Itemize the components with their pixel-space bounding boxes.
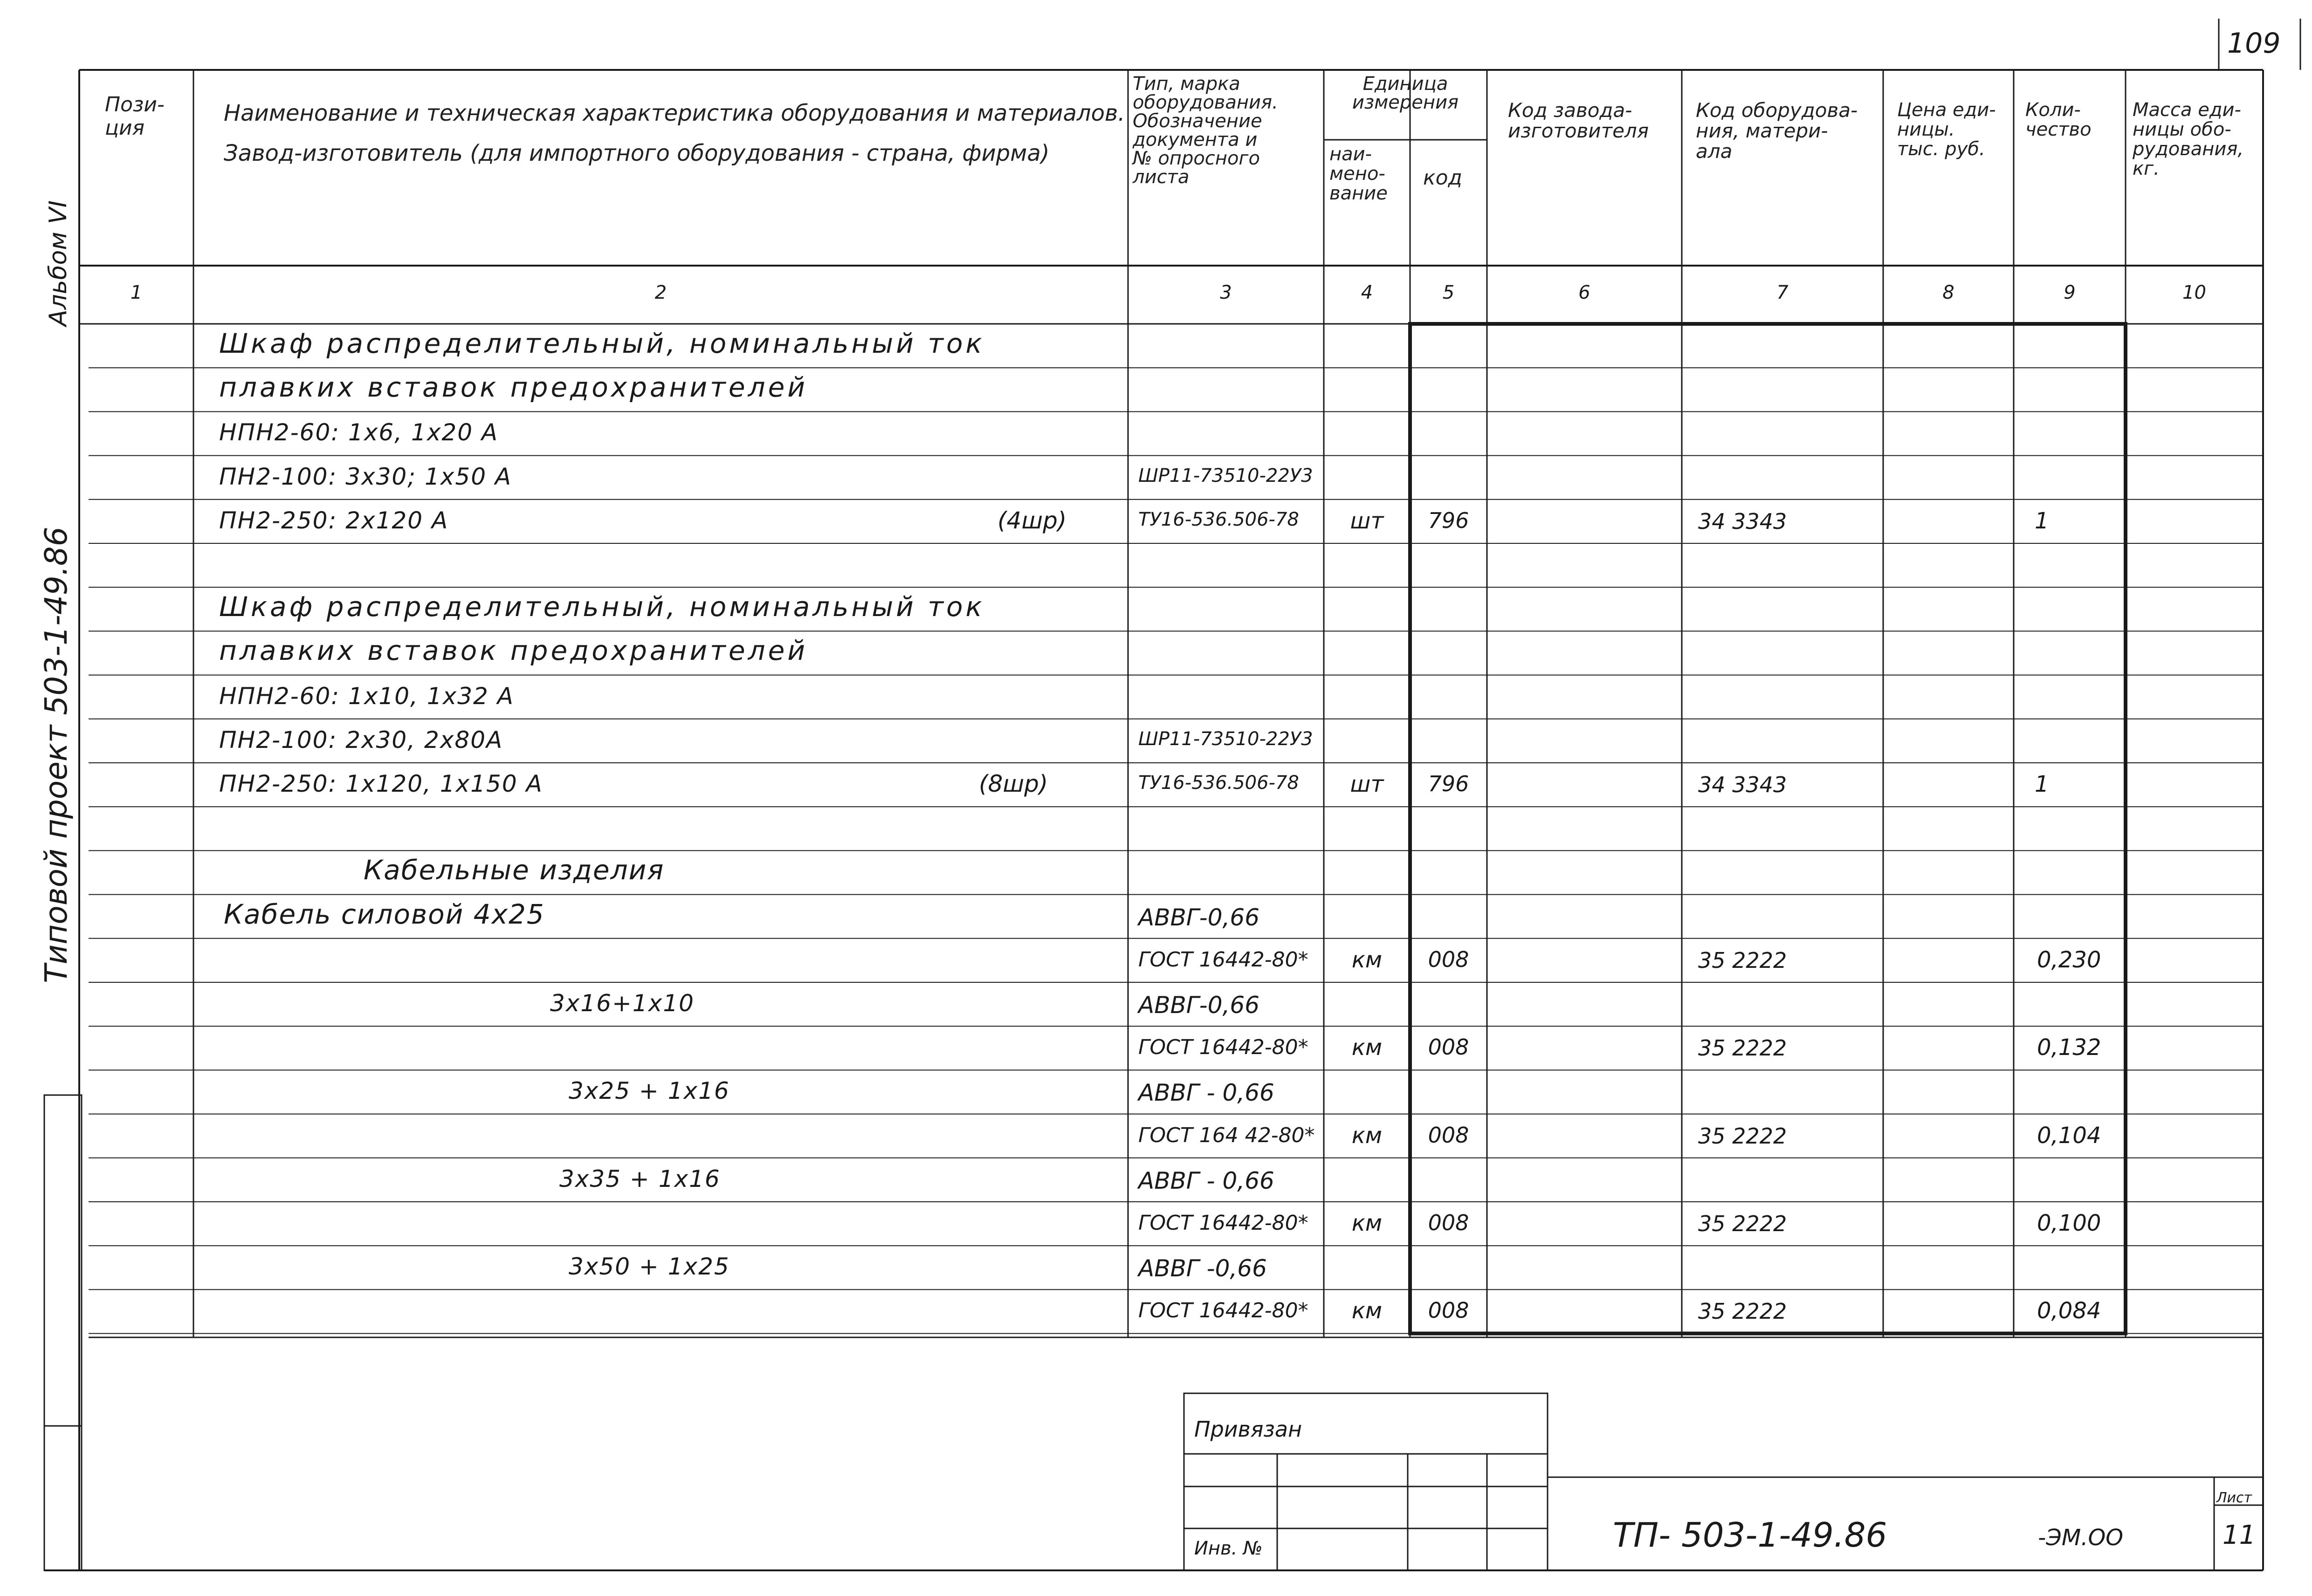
row-unit: км xyxy=(1351,946,1383,973)
column-number-4: 4 xyxy=(1361,282,1373,303)
row-note: (4шр) xyxy=(998,507,1067,534)
row-type: ГОСТ 16442-80* xyxy=(1138,1299,1308,1323)
header-name: Наименование и техническая характеристика оборудования и материалов. Завод-изготовитель (для импортного оборудования - страна, фирма) xyxy=(224,100,1125,166)
sheet-label: Лист xyxy=(2216,1490,2252,1506)
column-number-10: 10 xyxy=(2182,282,2206,303)
row-unit: шт xyxy=(1350,771,1384,797)
row-description: плавких вставок предохранителей xyxy=(219,635,808,667)
sheet-number: 109 xyxy=(2227,27,2281,60)
header-material-code: Код оборудова- ния, матери- ала xyxy=(1696,99,1858,163)
row-description: НПН2-60: 1х10, 1х32 А xyxy=(219,682,514,710)
column-number-2: 2 xyxy=(654,282,667,303)
header-unit-group: Единица измерения xyxy=(1352,73,1459,113)
row-description: ПН2-250: 2х120 А xyxy=(219,507,449,534)
album-label: Альбом VI xyxy=(44,200,72,326)
row-quantity: 0,230 xyxy=(2037,946,2101,973)
row-type: АВВГ - 0,66 xyxy=(1138,1167,1274,1194)
row-unit: шт xyxy=(1350,507,1384,534)
document-suffix: -ЭМ.ОО xyxy=(2038,1525,2124,1551)
row-type: ТУ16-536.506-78 xyxy=(1138,508,1299,530)
row-unit-code: 796 xyxy=(1428,771,1469,796)
row-quantity: 1 xyxy=(2035,507,2049,534)
header-unit-name: наи- мено- вание xyxy=(1329,144,1388,204)
document-code: ТП- 503-1-49.86 xyxy=(1613,1515,1887,1555)
row-unit: км xyxy=(1351,1034,1383,1061)
row-unit: км xyxy=(1351,1298,1383,1324)
header-plant-code: Код завода- изготовителя xyxy=(1508,99,1649,142)
row-material-code: 34 3343 xyxy=(1698,508,1787,534)
row-unit: км xyxy=(1351,1122,1383,1149)
row-type: ГОСТ 16442-80* xyxy=(1138,1211,1308,1235)
row-description: ПН2-100: 3х30; 1х50 А xyxy=(219,463,512,490)
row-unit-code: 008 xyxy=(1428,1210,1469,1235)
header-price: Цена еди- ницы. тыс. руб. xyxy=(1897,99,1996,160)
row-description: 3х50 + 1х25 xyxy=(569,1253,730,1281)
row-note: (8шр) xyxy=(979,770,1048,797)
row-quantity: 0,084 xyxy=(2037,1298,2101,1324)
row-description: 3х35 + 1х16 xyxy=(559,1165,721,1192)
row-quantity: 1 xyxy=(2035,771,2049,797)
row-description: Шкаф распределительный, номинальный ток xyxy=(219,328,985,359)
column-number-5: 5 xyxy=(1442,282,1455,303)
row-quantity: 0,104 xyxy=(2037,1122,2101,1149)
row-material-code: 35 2222 xyxy=(1698,1299,1787,1324)
column-number-8: 8 xyxy=(1942,282,1954,303)
row-material-code: 35 2222 xyxy=(1698,947,1787,973)
column-number-9: 9 xyxy=(2064,282,2076,303)
highlight-box xyxy=(1410,324,2126,1334)
inventory-label: Инв. № xyxy=(1194,1538,1263,1559)
header-mass: Масса еди- ницы обо- рудования, кг. xyxy=(2133,99,2244,179)
row-unit-code: 008 xyxy=(1428,1122,1469,1148)
row-type: ГОСТ 164 42-80* xyxy=(1138,1123,1315,1147)
row-type: ШР11-73510-22У3 xyxy=(1138,728,1313,750)
row-type: АВВГ-0,66 xyxy=(1138,992,1260,1019)
row-unit-code: 008 xyxy=(1428,1298,1469,1323)
row-material-code: 35 2222 xyxy=(1698,1035,1787,1061)
column-number-1: 1 xyxy=(130,282,143,303)
row-description: Кабель силовой 4х25 xyxy=(224,898,545,930)
row-unit-code: 008 xyxy=(1428,946,1469,972)
project-label: Типовой проект 503-1-49.86 xyxy=(38,527,74,983)
row-type: ГОСТ 16442-80* xyxy=(1138,947,1308,972)
row-type: ГОСТ 16442-80* xyxy=(1138,1035,1308,1060)
row-material-code: 35 2222 xyxy=(1698,1123,1787,1149)
header-position: Пози- ция xyxy=(105,93,165,140)
row-description: НПН2-60: 1х6, 1х20 А xyxy=(219,419,499,446)
row-type: ШР11-73510-22У3 xyxy=(1138,465,1313,486)
row-quantity: 0,132 xyxy=(2037,1034,2101,1061)
row-description: ПН2-100: 2х30, 2х80А xyxy=(219,726,503,753)
attached-label: Привязан xyxy=(1194,1417,1302,1442)
binding-strip xyxy=(44,1095,82,1570)
row-material-code: 34 3343 xyxy=(1698,772,1787,797)
row-description: Кабельные изделия xyxy=(364,854,665,886)
row-unit: км xyxy=(1351,1210,1383,1236)
column-number-3: 3 xyxy=(1220,282,1232,303)
row-description: плавких вставок предохранителей xyxy=(219,371,808,404)
row-description: 3х16+1х10 xyxy=(550,990,695,1017)
row-material-code: 35 2222 xyxy=(1698,1211,1787,1236)
column-number-6: 6 xyxy=(1578,282,1590,303)
row-description: 3х25 + 1х16 xyxy=(569,1077,730,1105)
column-number-7: 7 xyxy=(1776,282,1789,303)
row-quantity: 0,100 xyxy=(2037,1210,2101,1236)
header-quantity: Коли- чество xyxy=(2025,99,2092,140)
header-unit-code: код xyxy=(1423,166,1462,190)
row-type: АВВГ - 0,66 xyxy=(1138,1079,1274,1107)
row-type: ТУ16-536.506-78 xyxy=(1138,772,1299,794)
row-type: АВВГ -0,66 xyxy=(1138,1255,1267,1282)
sheet-value: 11 xyxy=(2223,1520,2256,1550)
row-description: ПН2-250: 1х120, 1х150 А xyxy=(219,770,543,797)
row-type: АВВГ-0,66 xyxy=(1138,904,1260,931)
row-unit-code: 008 xyxy=(1428,1034,1469,1060)
header-type: Тип, марка оборудования. Обозначение документа и № опросного листа xyxy=(1133,73,1278,188)
row-unit-code: 796 xyxy=(1428,507,1469,533)
row-description: Шкаф распределительный, номинальный ток xyxy=(219,591,985,623)
